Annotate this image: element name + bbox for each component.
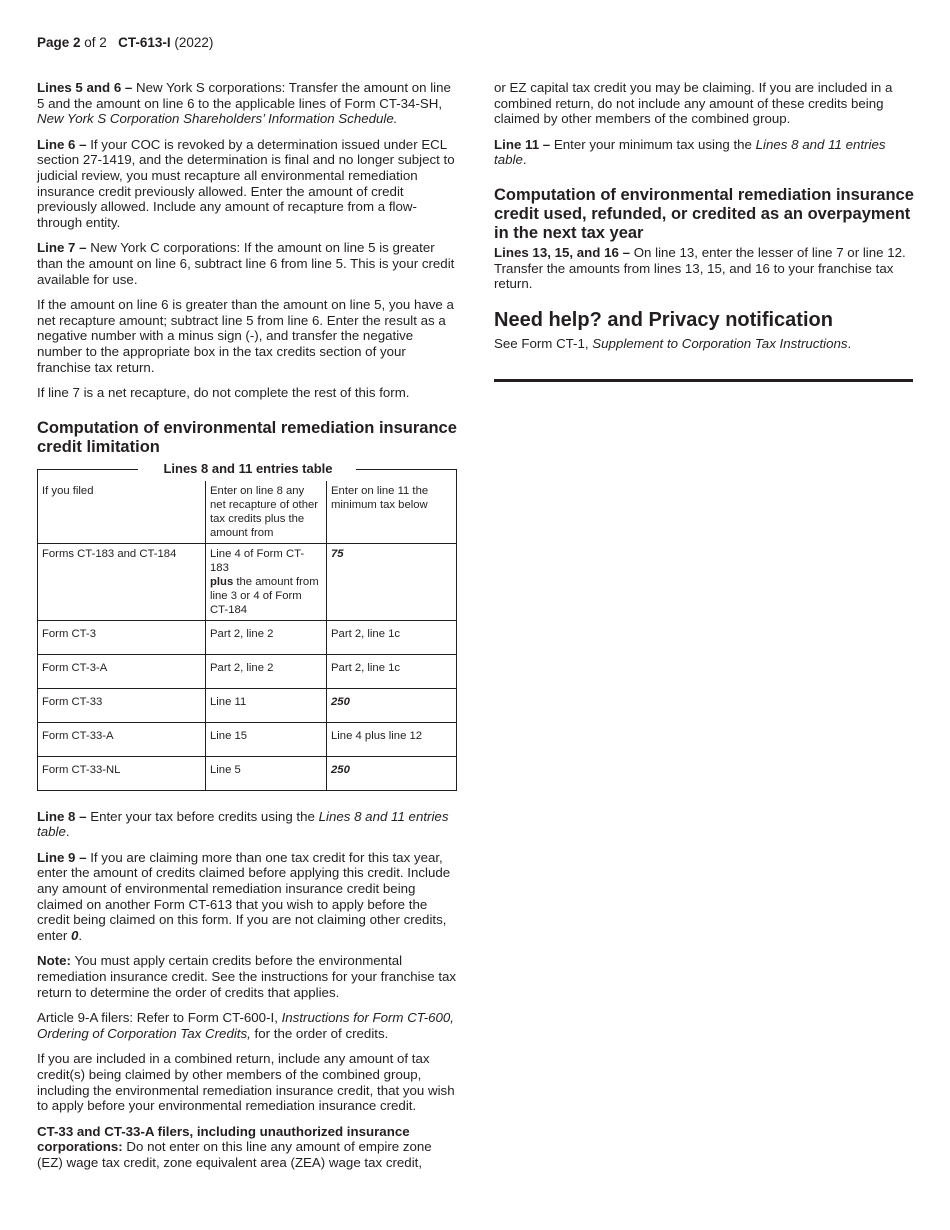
- line-9-instructions: Line 9 – If you are claiming more than one tax credit for this tax year, enter the amount of credits claimed before applying this credit. Include any amount of environmental remediation insurance credit being claimed on another Form CT-613 that you wish to apply before the credit being claimed on this form. If you are not claiming other credits, enter 0.: [37, 849, 451, 943]
- end-of-form-rule: [494, 379, 913, 382]
- page-header: [37, 35, 213, 50]
- continued-paragraph: or EZ capital tax credit you may be claiming. If you are included in a combined return, do not include any amount of these credits being claimed by other members of the combined group.: [494, 80, 893, 127]
- table-cell: Line 4 plus line 12: [327, 722, 457, 756]
- table-row: [38, 654, 457, 688]
- help-paragraph: See Form CT-1, Supplement to Corporation Tax Instructions.: [494, 335, 852, 351]
- table-header: If you filed: [38, 481, 206, 544]
- right-column: [494, 80, 914, 361]
- page-number: Page 2: [37, 35, 81, 50]
- lines-13-15-16-instructions: Lines 13, 15, and 16 – On line 13, enter the lesser of line 7 or line 12. Transfer the amounts from lines 13, 15, and 16 to your franchise tax return.: [494, 244, 906, 292]
- combined-return-paragraph: If you are included in a combined return, include any amount of tax credit(s) being claimed by other members of the combined group, including the environmental remediation insurance credit, that you wish to apply before your environmental remediation insurance credit.: [37, 1051, 455, 1114]
- table-cell: Forms CT-183 and CT-184: [38, 543, 206, 620]
- credit-used-heading: Computation of environmental remediation insurance credit used, refunded, or credited as an overpayment in the next tax year: [494, 185, 914, 242]
- table-header-row: [38, 481, 457, 544]
- help-privacy-heading: Need help? and Privacy notification: [494, 308, 833, 331]
- ct-33-filers-paragraph: CT-33 and CT-33-A filers, including unauthorized insurance corporations: Do not enter on this line any amount of empire zone (EZ) wage tax credit, zone equivalent area (ZEA) wage tax credit,: [37, 1123, 432, 1170]
- lines-5-6-instructions: Lines 5 and 6 – New York S corporations: Transfer the amount on line 5 and the amount on line 6 to the applicable lines of Form CT-34-SH, New York S Corporation Shareholders’ Information Schedule.: [37, 80, 451, 127]
- table-cell: Form CT-33: [38, 688, 206, 722]
- table-row: [38, 756, 457, 790]
- line-11-instructions: Line 11 – Enter your minimum tax using the Lines 8 and 11 entries table.: [494, 136, 886, 168]
- table-row: [38, 688, 457, 722]
- table-cell: Form CT-3-A: [38, 654, 206, 688]
- table-cell: 250: [327, 756, 457, 790]
- table-row: [38, 722, 457, 756]
- left-column: [37, 80, 457, 1181]
- line-7-net-recapture-note: If line 7 is a net recapture, do not complete the rest of this form.: [37, 385, 410, 401]
- form-year: (2022): [174, 35, 214, 50]
- table-header: Enter on line 11 the minimum tax below: [327, 481, 457, 544]
- article-9a-paragraph: Article 9-A filers: Refer to Form CT-600-I, Instructions for Form CT-600, Ordering of Corporation Tax Credits, for the order of credits.: [37, 1010, 455, 1041]
- table-row: [38, 543, 457, 620]
- table-header: Enter on line 8 any net recapture of other tax credits plus the amount from: [206, 481, 327, 544]
- limitation-heading: Computation of environmental remediation insurance credit limitation: [37, 418, 457, 456]
- entries-table: [37, 460, 457, 791]
- line-8-instructions: Line 8 – Enter your tax before credits using the Lines 8 and 11 entries table.: [37, 808, 449, 840]
- table-cell: Part 2, line 1c: [327, 620, 457, 654]
- table-cell: Line 4 of Form CT-183 plus the amount from line 3 or 4 of Form CT-184: [206, 543, 327, 620]
- form-number: CT-613-I: [118, 35, 171, 50]
- table-cell: Form CT-33-NL: [38, 756, 206, 790]
- line-7-recapture-paragraph: If the amount on line 6 is greater than the amount on line 5, you have a net recapture amount; subtract line 5 from line 6. Enter the result as a negative number with a minus sign (-), and transfer the negative number to the appropriate box in the tax credits section of your franchise tax return.: [37, 297, 454, 375]
- table-cell: 75: [327, 543, 457, 620]
- line-7-instructions: Line 7 – New York C corporations: If the amount on line 5 is greater than the amount on line 6, subtract line 6 from line 5. This is your credit available for use.: [37, 240, 455, 287]
- table-cell: Form CT-3: [38, 620, 206, 654]
- table-cell: Part 2, line 1c: [327, 654, 457, 688]
- table-cell: Line 11: [206, 688, 327, 722]
- table-cell: Part 2, line 2: [206, 620, 327, 654]
- table-row: [38, 620, 457, 654]
- table-cell: 250: [327, 688, 457, 722]
- table-cell: Part 2, line 2: [206, 654, 327, 688]
- table-title: Lines 8 and 11 entries table: [163, 460, 333, 476]
- line-6-instructions: Line 6 – If your COC is revoked by a determination issued under ECL section 27-1419, and the determination is final and no longer subject to judicial review, you must recapture all environmental remediation insurance credit previously allowed. Enter the amount of credit previously allowed. Include any amount of recapture from a flow-through entity.: [37, 136, 455, 230]
- page-of: of 2: [84, 35, 107, 50]
- table-cell: Line 15: [206, 722, 327, 756]
- table-cell: Form CT-33-A: [38, 722, 206, 756]
- table-cell: Line 5: [206, 756, 327, 790]
- note-paragraph: Note: You must apply certain credits before the environmental remediation insurance credit. See the instructions for your franchise tax return to determine the order of credits that applies.: [37, 953, 457, 1000]
